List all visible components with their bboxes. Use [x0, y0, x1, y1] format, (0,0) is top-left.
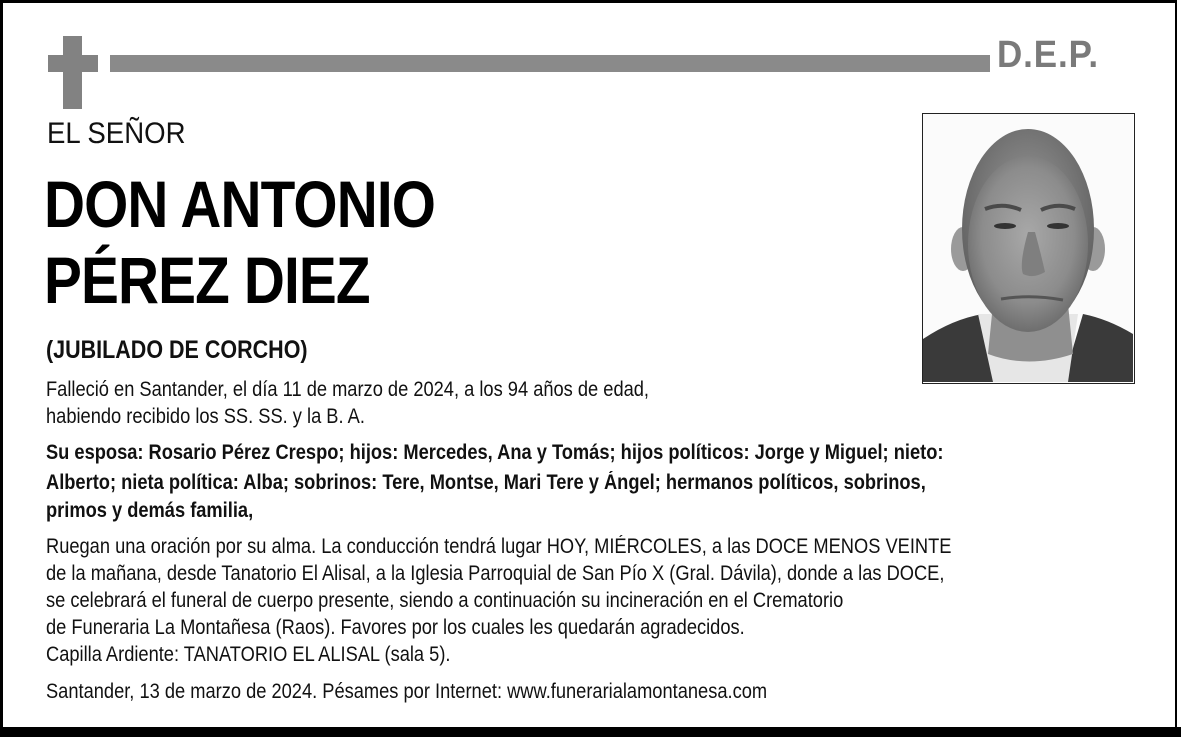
- header-rule: [110, 55, 990, 72]
- dep-label: D.E.P.: [997, 34, 1100, 76]
- family-line-3: primos y demás familia,: [46, 499, 254, 522]
- family-line-2: Alberto; nieta política: Alba; sobrinos: Tere, Montse, Mari Tere y Ángel; hermanos políticos, sobrinos,: [46, 471, 926, 494]
- death-notice-line-1: Falleció en Santander, el día 11 de marzo de 2024, a los 94 años de edad,: [46, 378, 650, 401]
- family-line-1: Su esposa: Rosario Pérez Crespo; hijos: Mercedes, Ana y Tomás; hijos políticos: Jorge y Miguel; nieto:: [46, 441, 944, 464]
- cross-horizontal: [48, 55, 98, 72]
- cross-vertical: [63, 36, 82, 109]
- bottom-border: [0, 727, 1181, 737]
- ceremony-line-4: de Funeraria La Montañesa (Raos). Favores por los cuales les quedarán agradecidos.: [46, 616, 745, 639]
- ceremony-line-5: Capilla Ardiente: TANATORIO EL ALISAL (sala 5).: [46, 643, 451, 666]
- portrait-image: [923, 114, 1133, 382]
- name-line-2: PÉREZ DIEZ: [44, 243, 370, 317]
- footer-date: Santander, 13 de marzo de 2024. Pésames por Internet:: [46, 680, 508, 703]
- ceremony-line-2: de la mañana, desde Tanatorio El Alisal, a la Iglesia Parroquial de San Pío X (Gral. Dávila), donde a las DOCE,: [46, 562, 945, 585]
- death-notice-line-2: habiendo recibido los SS. SS. y la B. A.: [46, 405, 365, 428]
- ceremony-line-3: se celebrará el funeral de cuerpo presente, siendo a continuación su incineración en el Crematorio: [46, 589, 844, 612]
- cross-icon: [48, 36, 98, 109]
- portrait-photo: [922, 113, 1135, 384]
- deceased-name: [44, 166, 435, 318]
- title-label: EL SEÑOR: [47, 117, 186, 150]
- occupation: (JUBILADO DE CORCHO): [46, 336, 308, 364]
- website-link[interactable]: www.funerarialamontanesa.com: [507, 680, 768, 703]
- ceremony-line-1: Ruegan una oración por su alma. La conducción tendrá lugar HOY, MIÉRCOLES, a las DOCE MENOS VEINTE: [46, 535, 952, 558]
- name-line-1: DON ANTONIO: [44, 167, 436, 241]
- footer-line: [46, 679, 767, 705]
